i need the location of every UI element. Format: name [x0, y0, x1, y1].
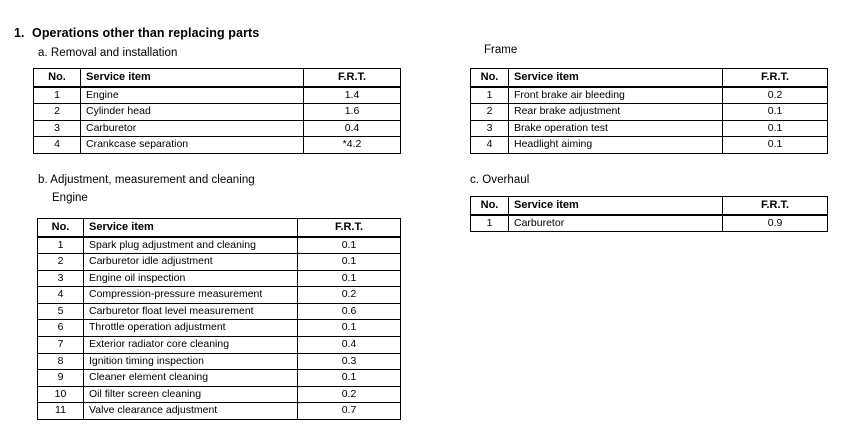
column-header-frt: F.R.T.: [304, 69, 401, 87]
column-header-frt: F.R.T.: [298, 219, 401, 237]
cell-frt: 0.3: [298, 353, 401, 370]
cell-service-item: Engine oil inspection: [84, 270, 298, 287]
cell-no: 2: [34, 104, 81, 121]
cell-frt: 0.7: [298, 403, 401, 420]
cell-service-item: Spark plug adjustment and cleaning: [84, 237, 298, 254]
column-header-service: Service item: [509, 197, 723, 215]
table-row: [38, 287, 401, 304]
cell-no: 6: [38, 320, 84, 337]
table-removal-installation: [33, 68, 401, 154]
cell-no: 3: [471, 120, 509, 137]
cell-no: 4: [38, 287, 84, 304]
cell-no: 8: [38, 353, 84, 370]
table-row: [34, 137, 401, 154]
cell-service-item: Carburetor: [509, 215, 723, 232]
column-header-service: Service item: [84, 219, 298, 237]
column-header-no: No.: [38, 219, 84, 237]
subsection-c-heading: c. Overhaul: [470, 174, 530, 186]
table-header-row: [38, 219, 401, 237]
table-row: [34, 87, 401, 104]
table-header-row: [471, 197, 828, 215]
cell-frt: 0.1: [298, 320, 401, 337]
cell-frt: 1.6: [304, 104, 401, 121]
cell-no: 1: [34, 87, 81, 104]
table-row: [38, 337, 401, 354]
cell-frt: 0.2: [298, 386, 401, 403]
cell-no: 3: [34, 120, 81, 137]
cell-service-item: Carburetor: [81, 120, 304, 137]
column-header-service: Service item: [81, 69, 304, 87]
column-header-service: Service item: [509, 69, 723, 87]
table-row: [38, 254, 401, 271]
cell-service-item: Ignition timing inspection: [84, 353, 298, 370]
table-row: [38, 237, 401, 254]
table-row: [38, 370, 401, 387]
cell-frt: 0.1: [298, 237, 401, 254]
cell-frt: *4.2: [304, 137, 401, 154]
cell-no: 1: [471, 215, 509, 232]
table-row: [38, 386, 401, 403]
cell-service-item: Cylinder head: [81, 104, 304, 121]
cell-no: 2: [38, 254, 84, 271]
page-title: Operations other than replacing parts: [32, 26, 260, 40]
table-row: [38, 303, 401, 320]
cell-no: 1: [471, 87, 509, 104]
cell-frt: 0.1: [723, 137, 828, 154]
cell-no: 5: [38, 303, 84, 320]
table-row: [38, 403, 401, 420]
cell-service-item: Valve clearance adjustment: [84, 403, 298, 420]
cell-service-item: Cleaner element cleaning: [84, 370, 298, 387]
table-row: [38, 320, 401, 337]
cell-service-item: Exterior radiator core cleaning: [84, 337, 298, 354]
table-row: [471, 87, 828, 104]
cell-service-item: Throttle operation adjustment: [84, 320, 298, 337]
cell-no: 4: [471, 137, 509, 154]
column-header-frt: F.R.T.: [723, 69, 828, 87]
cell-frt: 0.4: [298, 337, 401, 354]
cell-service-item: Oil filter screen cleaning: [84, 386, 298, 403]
table-row: [471, 137, 828, 154]
table-row: [38, 270, 401, 287]
cell-frt: 0.6: [298, 303, 401, 320]
table-row: [471, 215, 828, 232]
column-header-no: No.: [471, 69, 509, 87]
subsection-b-heading: b. Adjustment, measurement and cleaning: [38, 174, 255, 186]
cell-frt: 0.9: [723, 215, 828, 232]
group-label-frame: Frame: [484, 44, 518, 56]
section-number: 1.: [14, 26, 25, 40]
cell-service-item: Headlight aiming: [509, 137, 723, 154]
cell-frt: 0.2: [298, 287, 401, 304]
cell-service-item: Compression-pressure measurement: [84, 287, 298, 304]
table-adjustment-frame: [470, 68, 828, 154]
table-overhaul: [470, 196, 828, 232]
table-row: [471, 120, 828, 137]
cell-frt: 0.1: [298, 370, 401, 387]
table-row: [34, 120, 401, 137]
cell-service-item: Carburetor float level measurement: [84, 303, 298, 320]
subsection-a-heading: a. Removal and installation: [38, 47, 178, 59]
cell-frt: 0.1: [723, 120, 828, 137]
cell-no: 10: [38, 386, 84, 403]
cell-no: 9: [38, 370, 84, 387]
table-row: [471, 104, 828, 121]
cell-frt: 0.2: [723, 87, 828, 104]
cell-no: 4: [34, 137, 81, 154]
cell-service-item: Engine: [81, 87, 304, 104]
cell-no: 1: [38, 237, 84, 254]
cell-service-item: Front brake air bleeding: [509, 87, 723, 104]
table-row: [38, 353, 401, 370]
cell-service-item: Carburetor idle adjustment: [84, 254, 298, 271]
cell-service-item: Brake operation test: [509, 120, 723, 137]
cell-frt: 1.4: [304, 87, 401, 104]
table-header-row: [34, 69, 401, 87]
table-row: [34, 104, 401, 121]
cell-frt: 0.4: [304, 120, 401, 137]
table-body: [38, 237, 401, 420]
column-header-no: No.: [34, 69, 81, 87]
cell-no: 7: [38, 337, 84, 354]
group-label-engine: Engine: [52, 192, 88, 204]
table-header-row: [471, 69, 828, 87]
cell-frt: 0.1: [298, 270, 401, 287]
cell-no: 11: [38, 403, 84, 420]
table-adjustment-engine: [37, 218, 401, 420]
column-header-no: No.: [471, 197, 509, 215]
cell-service-item: Rear brake adjustment: [509, 104, 723, 121]
table-body: [471, 87, 828, 154]
cell-no: 2: [471, 104, 509, 121]
cell-frt: 0.1: [298, 254, 401, 271]
column-header-frt: F.R.T.: [723, 197, 828, 215]
table-body: [34, 87, 401, 154]
cell-no: 3: [38, 270, 84, 287]
cell-service-item: Crankcase separation: [81, 137, 304, 154]
table-body: [471, 215, 828, 232]
cell-frt: 0.1: [723, 104, 828, 121]
